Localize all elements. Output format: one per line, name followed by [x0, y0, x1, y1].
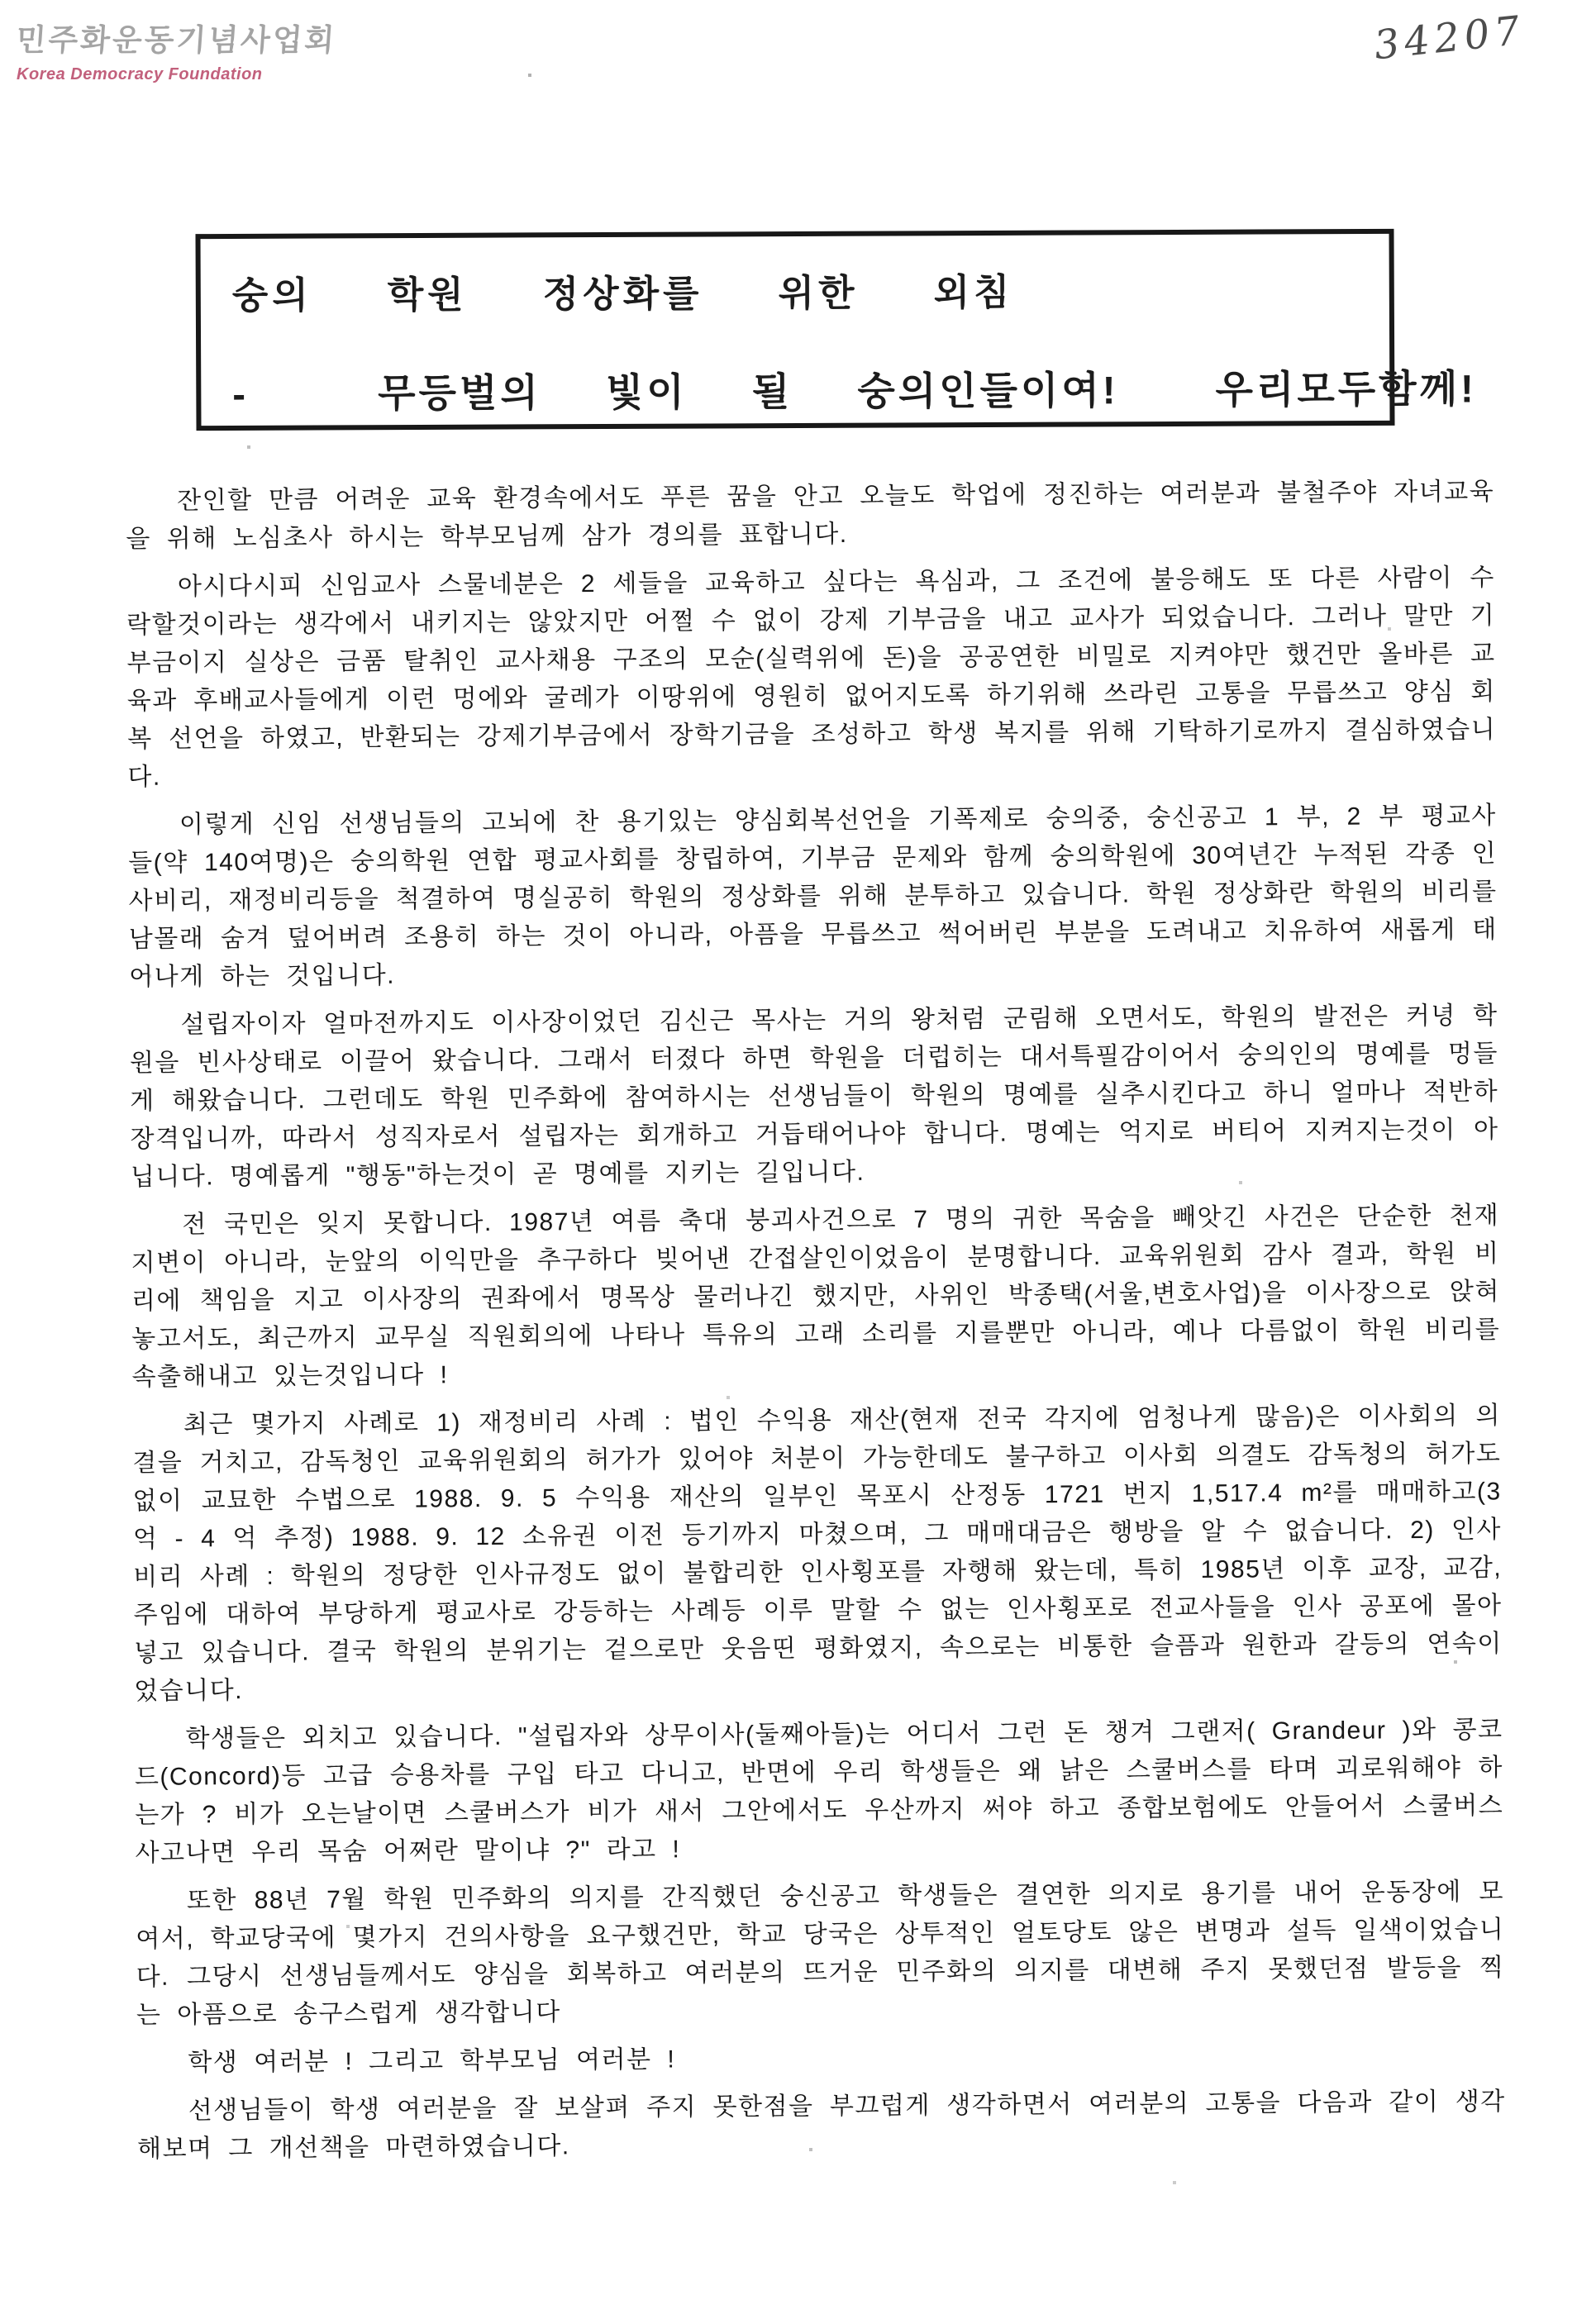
body-paragraph: 선생님들이 학생 여러분을 잘 보살펴 주지 못한점을 부끄럽게 생각하면서 여러분의 고통을 다음과 같이 생각해보며 그 개선책을 마련하였습니다. [136, 2088, 1506, 2163]
document-subtitle: - 무등벌의 빛이 될 숭의인들이여! 우리모두함께! [232, 366, 1477, 416]
scan-noise [0, 0, 2, 2]
document-body [126, 473, 1506, 2179]
document-title: 숭의 학원 정상화를 위한 외침 [231, 270, 1014, 317]
body-paragraph: 최근 몇가지 사례로 1) 재정비리 사례 : 법인 수익용 재산(현재 전국 각지에 엄청나게 많음)은 이사회의 의결을 거치고, 감독청인 교육위원회의 허가가 있어야 처분이 가능한데도 불구하고 이사회 의결도 감독청의 허가도 없이 교묘한 수법으로 1988. 9. 5 수익용 재산의 일부인 목포시 산정동 1721 번지 1,517.4 m²를 매매하고(3 억 - 4 억 추정) 1988. 9. 12 소유권 이전 등기까지 마쳤으며, 그 매매대금은 행방을 알 수 없습니다. 2) 인사비리 사례 : 학원의 정당한 인사규정도 없이 불합리한 인사횡포를 자행해 왔는데, 특히 1985년 이후 교장, 교감, 주임에 대하여 부당하게 평교사로 강등하는 사례등 이루 말할 수 없는 인사횡포로 전교사들을 인사 공포에 몰아넣고 있습니다. 결국 학원의 분위기는 겉으로만 웃음띤 평화였지, 속으로는 비통한 슬픔과 원한과 갈등의 연속이었습니다. [132, 1402, 1503, 1705]
logo-english-text: Korea Democracy Foundation [17, 65, 263, 83]
kdf-logo [17, 15, 336, 84]
body-paragraph: 이렇게 신임 선생님들의 고뇌에 찬 용기있는 양심회복선언을 기폭제로 숭의중, 숭신공고 1 부, 2 부 평교사들(약 140여명)은 숭의학원 연합 평교사회를 창립하여, 기부금 문제와 함께 숭의학원에 30여년간 누적된 각종 인사비리, 재정비리등을 척결하여 명실공히 학원의 정상화를 위해 분투하고 있습니다. 학원 정상화란 학원의 비리를 남몰래 숨겨 덮어버려 조용히 하는 것이 아니라, 아픔을 무릅쓰고 썩어버린 부분을 도려내고 치유하여 새롭게 태어나게 하는 것입니다. [128, 802, 1498, 991]
body-paragraph: 잔인할 만큼 어려운 교육 환경속에서도 푸른 꿈을 안고 오늘도 학업에 정진하는 여러분과 불철주야 자녀교육을 위해 노심초사 하시는 학부모님께 삼가 경의를 표합니다. [126, 478, 1495, 553]
body-paragraph: 학생 여러분 ! 그리고 학부모님 여러분 ! [188, 2045, 676, 2077]
body-paragraph: 또한 88년 7월 학원 민주화의 의지를 간직했던 숭신공고 학생들은 결연한 의지로 용기를 내어 운동장에 모여서, 학교당국에 몇가지 건의사항을 요구했건만, 학교 당국은 상투적인 얼토당토 않은 변명과 설득 일색이었습니다. 그당시 선생님들께서도 양심을 회복하고 여러분의 뜨거운 민주화의 의지를 대변해 주지 못했던점 발등을 찍는 아픔으로 송구스럽게 생각합니다 [136, 1878, 1505, 2029]
logo-korean-text: 민주화운동기념사업회 [15, 22, 338, 58]
body-paragraph: 학생들은 외치고 있습니다. "설립자와 상무이사(둘째아들)는 어디서 그런 돈 챙겨 그랜저( Grandeur )와 콩코드(Concord)등 고급 승용차를 구입 타고 다니고, 반면에 우리 학생들은 왜 낡은 스쿨버스를 타며 괴로워해야 하는가 ? 비가 오는날이면 스쿨버스가 비가 새서 그안에서도 우산까지 써야 하고 종합보험에도 안들어서 스쿨버스 사고나면 우리 목숨 어쩌란 말이냐 ?" 라고 ! [134, 1716, 1504, 1867]
handwritten-archive-number: 34207 [1372, 7, 1527, 69]
body-paragraph: 설립자이자 얼마전까지도 이사장이었던 김신근 목사는 거의 왕처럼 군림해 오면서도, 학원의 발전은 커녕 학원을 빈사상태로 이끌어 왔습니다. 그래서 터졌다 하면 학원을 더럽히는 대서특필감이어서 숭의인의 명예를 멍들게 해왔습니다. 그런데도 학원 민주화에 참여하시는 선생님들이 학원의 명예를 실추시킨다고 하니 얼마나 적반하장격입니까, 따라서 성직자로서 설립자는 회개하고 거듭태어나야 합니다. 명예는 억지로 버티어 지켜지는것이 아닙니다. 명예롭게 "행동"하는것이 곧 명예를 지키는 길입니다. [129, 1002, 1499, 1191]
body-paragraph: 아시다시피 신임교사 스물네분은 2 세들을 교육하고 싶다는 욕심과, 그 조건에 불응해도 또 다른 사람이 수락할것이라는 생각에서 내키지는 않았지만 어쩔 수 없이 강제 기부금을 내고 교사가 되었습니다. 그러나 말만 기부금이지 실상은 금품 탈취인 교사채용 구조의 모순(실력위에 돈)을 공공연한 비밀로 지켜야만 했건만 올바른 교육과 후배교사들에게 이런 멍에와 굴레가 이땅위에 영원히 없어지도록 하기위해 쓰라린 고통을 무릅쓰고 양심 회복 선언을 하였고, 반환되는 강제기부금에서 장학기금을 조성하고 학생 복지를 위해 기탁하기로까지 결심하였습니다. [126, 564, 1497, 791]
body-paragraph: 전 국민은 잊지 못합니다. 1987년 여름 축대 붕괴사건으로 7 명의 귀한 목숨을 빼앗긴 사건은 단순한 천재지변이 아니라, 눈앞의 이익만을 추구하다 빚어낸 간접살인이었음이 분명합니다. 교육위원회 감사 결과, 학원 비리에 책임을 지고 이사장의 권좌에서 명목상 물러나긴 했지만, 사위인 박종택(서울,변호사업)을 이사장으로 앉혀 놓고서도, 최근까지 교무실 직원회의에 나타나 특유의 고래 소리를 지를뿐만 아니라, 예나 다름없이 학원 비리를 속출해내고 있는것입니다 ! [131, 1202, 1501, 1391]
title-box [195, 229, 1477, 431]
